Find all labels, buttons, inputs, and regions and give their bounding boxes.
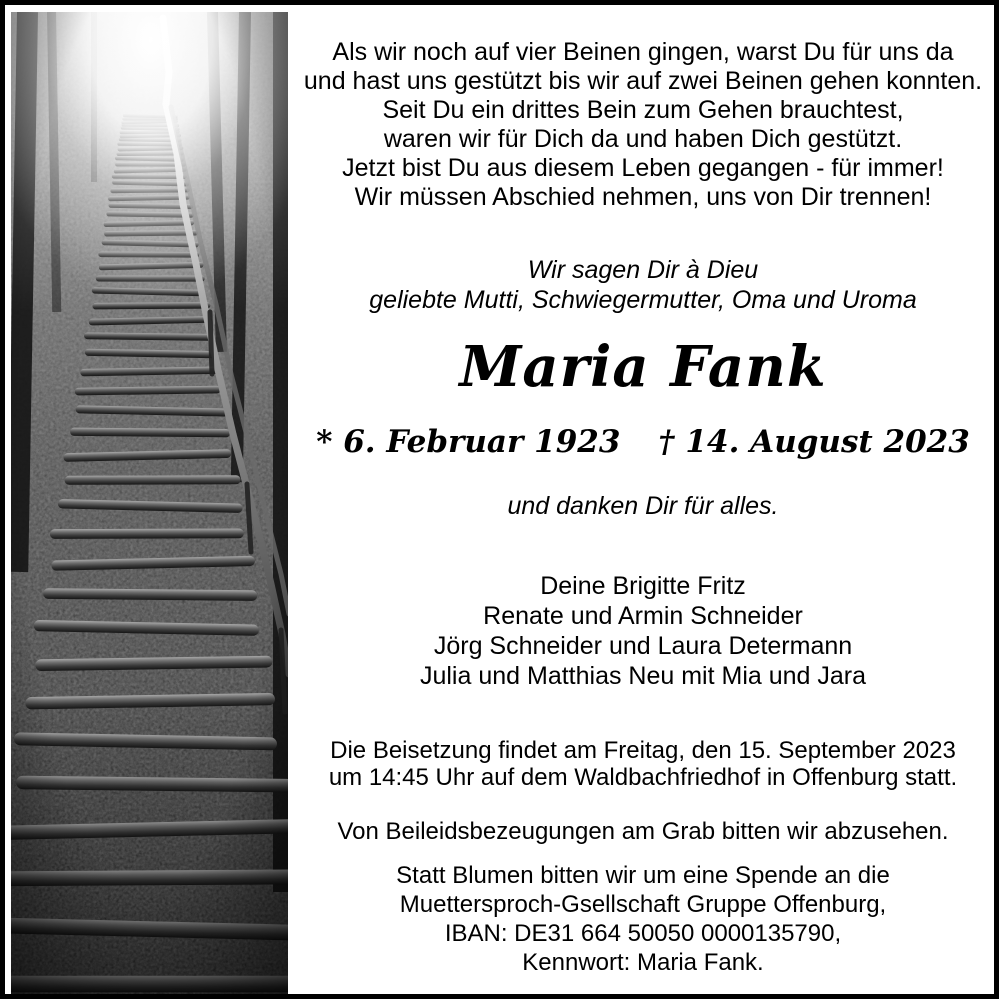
mourner-line: Jörg Schneider und Laura Determann bbox=[433, 632, 853, 660]
poem-line: Als wir noch auf vier Beinen gingen, warst Du für uns da bbox=[332, 38, 954, 66]
obituary-text-column bbox=[289, 10, 997, 999]
mourner-line: Julia und Matthias Neu mit Mia und Jara bbox=[419, 662, 867, 690]
poem-line: Jetzt bist Du aus diesem Leben gegangen - für immer! bbox=[342, 154, 944, 182]
donation-line: IBAN: DE31 664 50050 0000135790, bbox=[444, 920, 842, 947]
donation-line: Muettersproch-Gsellschaft Gruppe Offenburg, bbox=[399, 891, 887, 918]
funeral-line: um 14:45 Uhr auf dem Waldbachfriedhof in Offenburg statt. bbox=[328, 764, 958, 791]
deceased-name: Maria Fank bbox=[459, 334, 827, 400]
poem-line: und hast uns gestützt bis wir auf zwei Beinen gehen konnten. bbox=[303, 67, 983, 95]
donation-line: Statt Blumen bitten wir um eine Spende an die bbox=[396, 862, 890, 889]
stairway-photo-graphic bbox=[11, 12, 288, 997]
funeral-details bbox=[289, 737, 997, 791]
stairway-to-light-photo bbox=[11, 12, 288, 997]
opening-poem bbox=[289, 38, 997, 212]
life-dates bbox=[289, 422, 997, 462]
salutation-line: geliebte Mutti, Schwiegermutter, Oma und Uroma bbox=[369, 286, 917, 314]
farewell-salutation bbox=[289, 255, 997, 315]
poem-line: Seit Du ein drittes Bein zum Gehen brauchtest, bbox=[382, 96, 904, 124]
funeral-line: Die Beisetzung findet am Freitag, den 15. September 2023 bbox=[330, 737, 956, 764]
thanks-line: und danken Dir für alles. bbox=[507, 492, 779, 520]
bottom-shadow bbox=[11, 692, 288, 997]
salutation-line: Wir sagen Dir à Dieu bbox=[527, 256, 759, 284]
mourner-line: Renate und Armin Schneider bbox=[483, 602, 803, 630]
mourners-list bbox=[289, 571, 997, 691]
birth-date: * 6. Februar 1923 bbox=[316, 424, 621, 460]
mourner-line: Deine Brigitte Fritz bbox=[540, 572, 746, 600]
death-date: † 14. August 2023 bbox=[658, 424, 970, 460]
donation-line: Kennwort: Maria Fank. bbox=[522, 949, 764, 976]
donation-request bbox=[289, 861, 997, 977]
poem-line: Wir müssen Abschied nehmen, uns von Dir trennen! bbox=[354, 183, 932, 211]
poem-line: waren wir für Dich da und haben Dich gestützt. bbox=[383, 125, 903, 153]
condolence-note: Von Beileidsbezeugungen am Grab bitten wir abzusehen. bbox=[337, 818, 949, 845]
